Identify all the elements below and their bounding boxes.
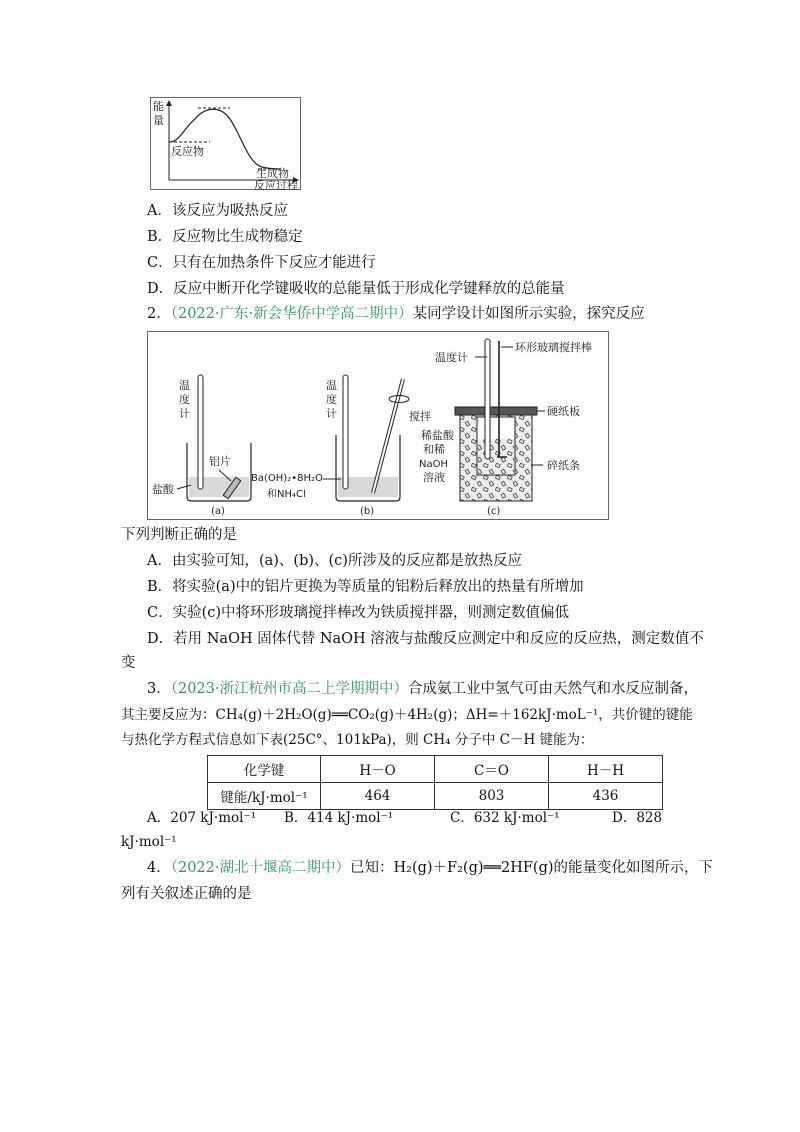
q4-number: 4． bbox=[147, 860, 171, 876]
q3-stem-line2: 其主要反应为：CH₄(g)＋2H₂O(g)══CO₂(g)＋4H₂(g)；ΔH=＋162kJ·moL⁻¹，共价键的键能 bbox=[121, 707, 693, 723]
table-header-cell: H－O bbox=[321, 756, 435, 783]
label-b: (b) bbox=[360, 506, 375, 517]
thermometer-c-label: 温度计 bbox=[435, 351, 468, 364]
inner-liquid bbox=[478, 439, 514, 474]
stirrer-label: 环形玻璃搅拌棒 bbox=[515, 341, 592, 354]
q3-option-b[interactable]: B．414 kJ·mol⁻¹ bbox=[284, 810, 394, 826]
thermometer-a bbox=[198, 375, 203, 489]
mix-label-4: 溶液 bbox=[423, 471, 445, 484]
q3-stem-line1 bbox=[147, 681, 698, 698]
thermometer-a-char-3: 计 bbox=[179, 407, 190, 420]
calorimetry-figure bbox=[147, 331, 609, 520]
bond-energy-table bbox=[207, 755, 663, 810]
table-cell: 键能/kJ·mol⁻¹ bbox=[208, 783, 321, 810]
q3-stem-text: 合成氨工业中氢气可由天然气和水反应制备， bbox=[408, 681, 698, 697]
table-header-row bbox=[208, 756, 663, 783]
y-label-2: 量 bbox=[153, 114, 164, 127]
thermometer-b-char-2: 度 bbox=[326, 393, 337, 406]
hcl-label: 盐酸 bbox=[152, 483, 174, 496]
mix-label-1: 稀盐酸 bbox=[421, 429, 454, 442]
baoh-label-2: 和NH₄Cl bbox=[267, 489, 306, 500]
cardboard-lid bbox=[455, 407, 537, 415]
q3-stem-line3: 与热化学方程式信息如下表(25C°、101kPa)，则 CH₄ 分子中 C－H 键能为： bbox=[121, 732, 594, 748]
thermometer-a-char-2: 度 bbox=[179, 393, 190, 406]
table-cell: 803 bbox=[435, 783, 549, 810]
q2-stem-text: 某同学设计如图所示实验，探究反应 bbox=[412, 306, 645, 322]
cardboard-label: 硬纸板 bbox=[547, 405, 580, 418]
table-header-cell: C＝O bbox=[435, 756, 549, 783]
q2-option-d-cont: 变 bbox=[121, 655, 136, 671]
stir-label: 搅拌 bbox=[409, 410, 431, 423]
q4-stem-text: 已知：H₂(g)＋F₂(g)══2HF(g)的能量变化如图所示，下 bbox=[350, 860, 714, 876]
paper-label: 碎纸条 bbox=[547, 459, 580, 472]
q1-option-b[interactable]: B．反应物比生成物稳定 bbox=[147, 229, 303, 245]
q3-option-c[interactable]: C．632 kJ·mol⁻¹ bbox=[450, 810, 560, 826]
thermometer-b bbox=[343, 375, 348, 489]
q1-option-c[interactable]: C．只有在加热条件下反应才能进行 bbox=[147, 255, 376, 271]
thermometer-a-char-1: 温 bbox=[179, 379, 190, 392]
label-a: (a) bbox=[211, 506, 225, 517]
q4-stem-line2: 列有关叙述正确的是 bbox=[121, 886, 252, 902]
q2-option-d[interactable]: D．若用 NaOH 固体代替 NaOH 溶液与盐酸反应测定中和反应的反应热，测定数值不 bbox=[147, 631, 704, 647]
q2-option-a[interactable]: A．由实验可知，(a)、(b)、(c)所涉及的反应都是放热反应 bbox=[147, 553, 522, 569]
mix-label-2: 和稀 bbox=[423, 443, 445, 456]
reactant-label: 反应物 bbox=[171, 145, 204, 158]
table-cell: 464 bbox=[321, 783, 435, 810]
q2-option-c[interactable]: C．实验(c)中将环形玻璃搅拌棒改为铁质搅拌器，则测定数值偏低 bbox=[147, 605, 570, 621]
q2-after-figure: 下列判断正确的是 bbox=[121, 527, 237, 543]
q2-stem bbox=[147, 306, 645, 323]
x-axis-label: 反应过程 bbox=[254, 179, 298, 191]
q2-number: 2． bbox=[147, 306, 171, 322]
label-c: (c) bbox=[487, 506, 501, 517]
q2-option-b[interactable]: B．将实验(a)中的铝片更换为等质量的铝粉后释放出的热量有所增加 bbox=[147, 579, 584, 595]
q3-option-a[interactable]: A．207 kJ·mol⁻¹ bbox=[147, 810, 256, 826]
q3-option-d-unit: kJ·mol⁻¹ bbox=[121, 834, 177, 850]
baoh-label-1: Ba(OH)₂•8H₂O bbox=[251, 473, 323, 484]
product-label: 生成物 bbox=[256, 167, 289, 180]
q4-source: （2022·湖北十堰高二期中） bbox=[170, 860, 350, 876]
thermometer-b-char-3: 计 bbox=[326, 407, 337, 420]
q3-option-d[interactable]: D．828 bbox=[612, 810, 663, 826]
q3-source: （2023·浙江杭州市高二上学期期中） bbox=[170, 681, 408, 697]
q1-option-a[interactable]: A．该反应为吸热反应 bbox=[147, 203, 288, 219]
aluminum-label: 铝片 bbox=[209, 455, 231, 468]
y-label-1: 能 bbox=[153, 100, 164, 113]
thermometer-b-char-1: 温 bbox=[326, 379, 337, 392]
table-header-cell: 化学键 bbox=[208, 756, 321, 783]
q2-source: （2022·广东·新会华侨中学高二期中） bbox=[170, 306, 413, 322]
table-row bbox=[208, 783, 663, 810]
q3-number: 3． bbox=[147, 681, 171, 697]
table-cell: 436 bbox=[549, 783, 663, 810]
q4-stem-line1 bbox=[147, 860, 713, 877]
q1-option-d[interactable]: D．反应中断开化学键吸收的总能量低于形成化学键释放的总能量 bbox=[147, 281, 565, 297]
mix-label-3: NaOH bbox=[419, 459, 448, 470]
energy-diagram bbox=[150, 97, 302, 191]
table-header-cell: H－H bbox=[549, 756, 663, 783]
